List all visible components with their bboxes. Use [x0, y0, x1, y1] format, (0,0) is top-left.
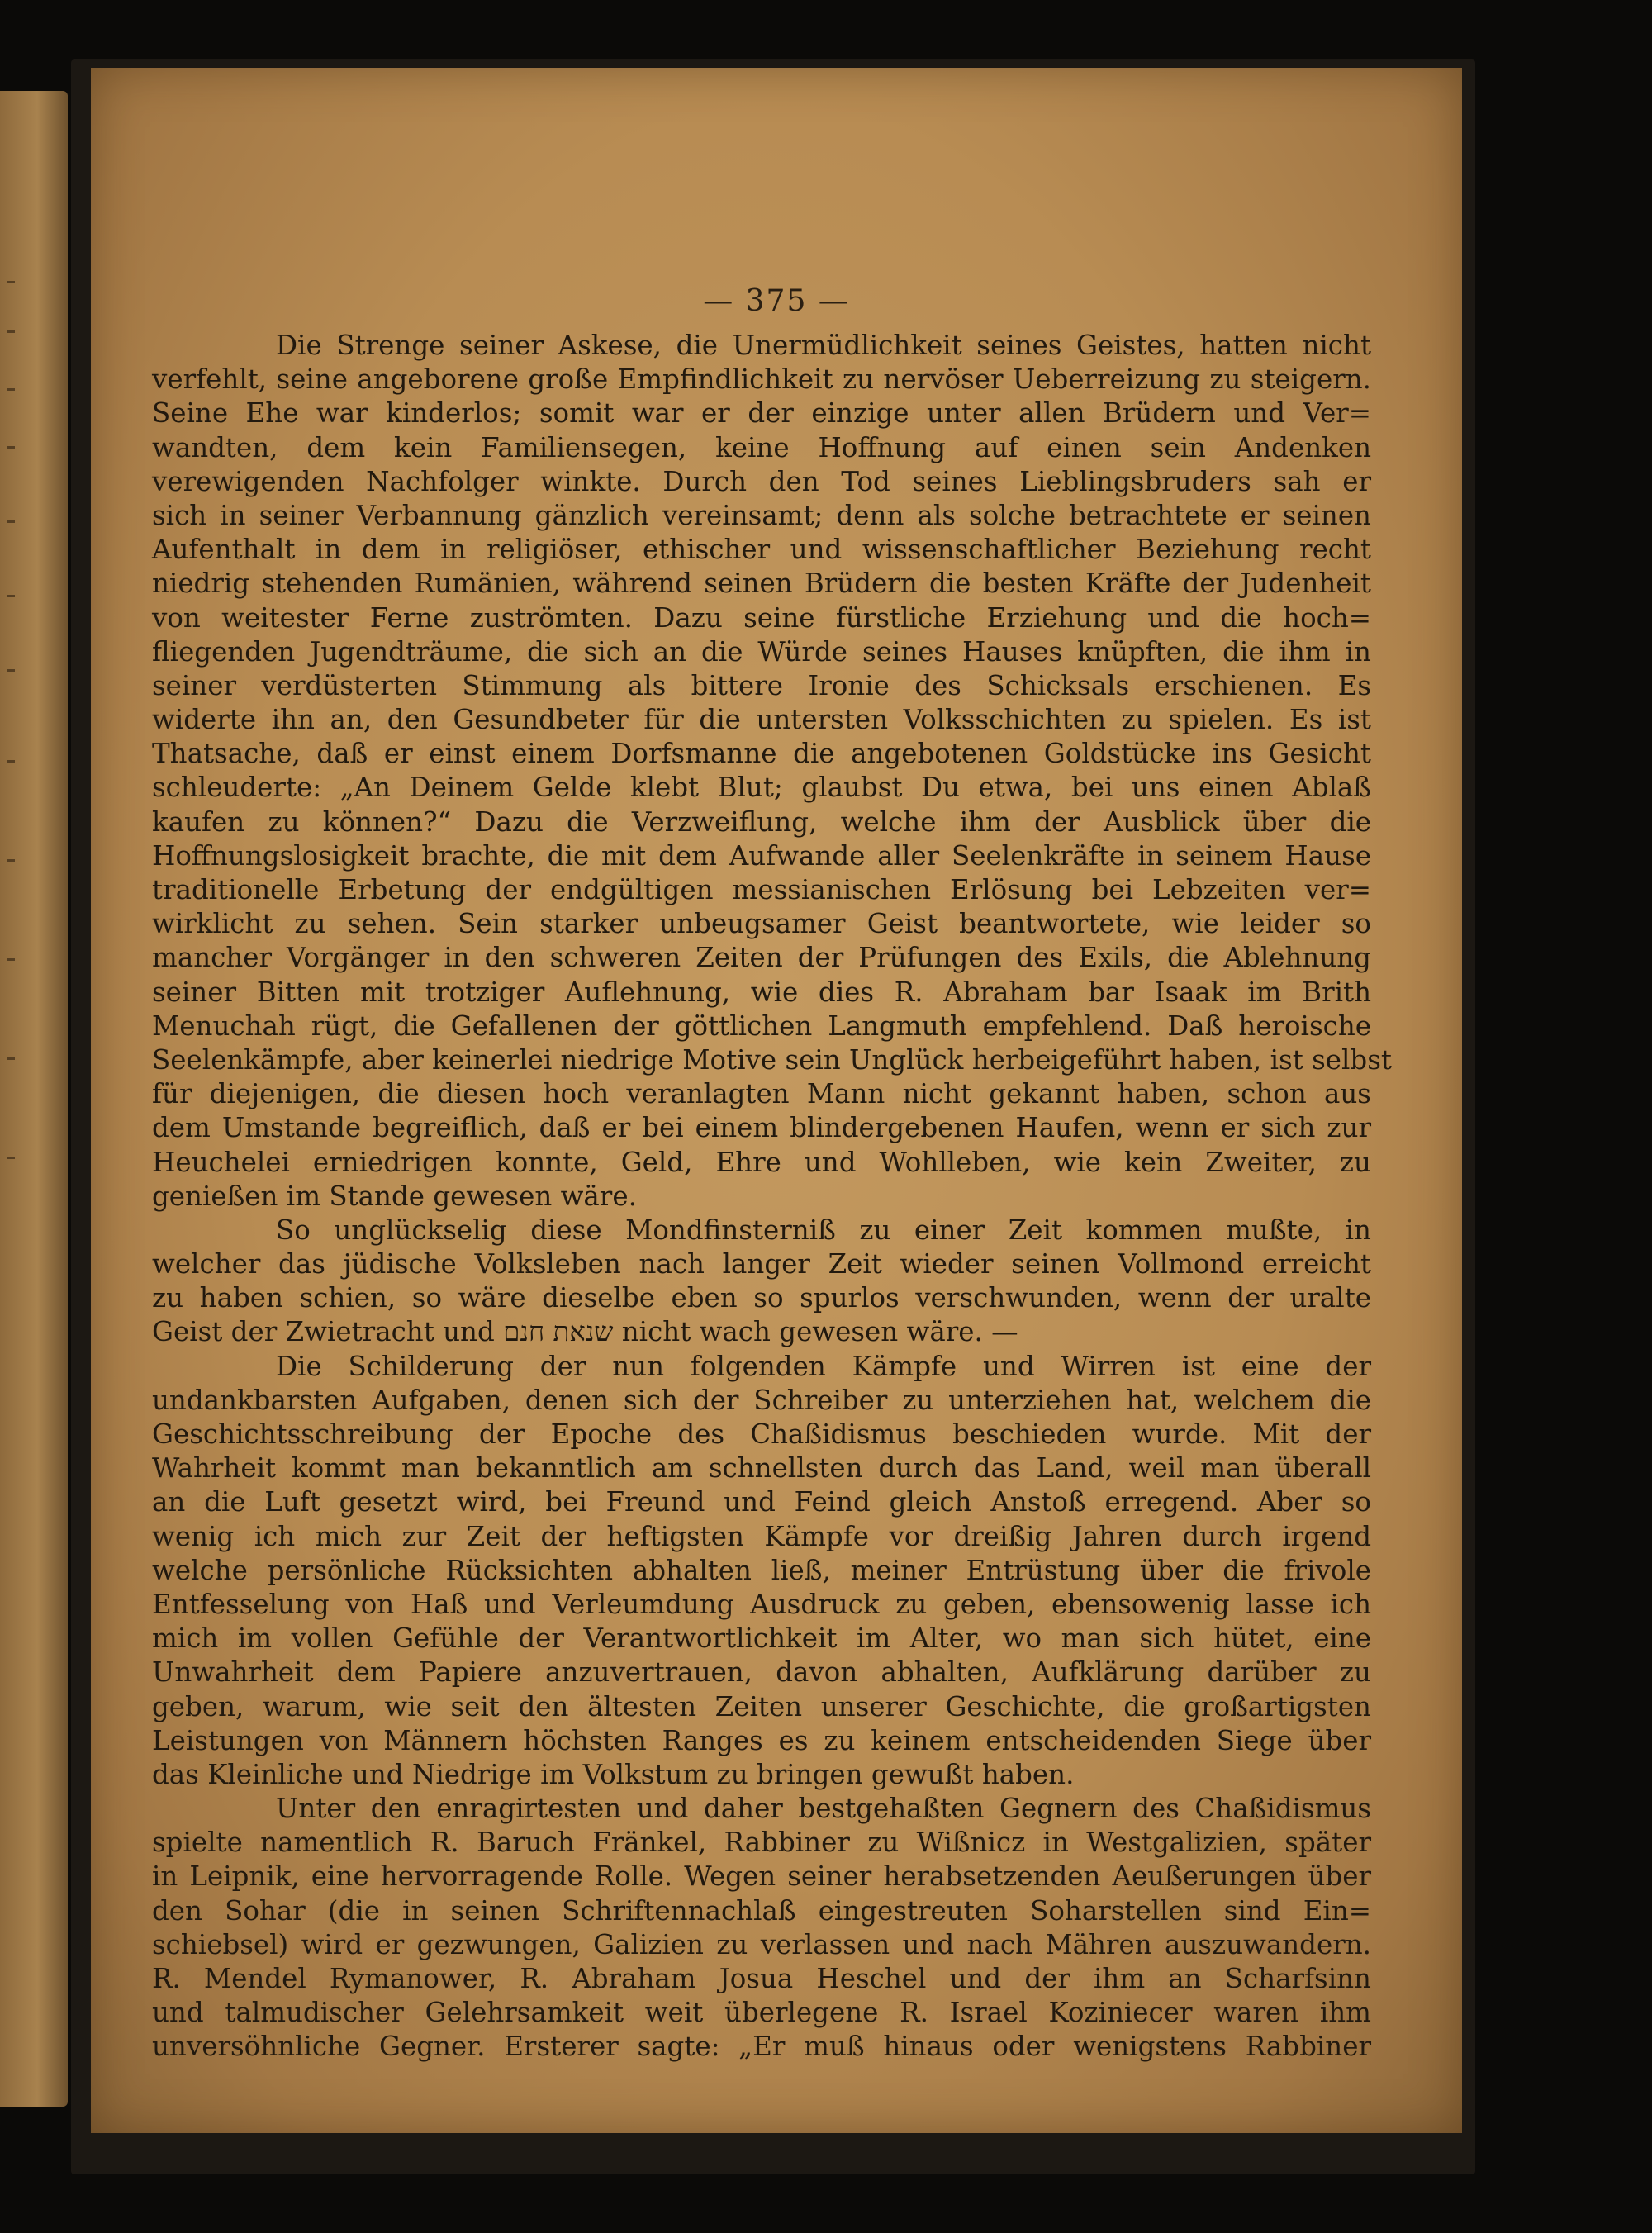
page-body-text	[152, 329, 1392, 2064]
text-line: schleuderte: „An Deinem Gelde klebt Blut; glaubst Du etwa, bei uns einen Ablaß	[152, 772, 1371, 804]
text-line: Heuchelei erniedrigen konnte, Geld, Ehre und Wohlleben, wie kein Zweiter, zu	[152, 1146, 1371, 1178]
text-line: das Kleinliche und Niedrige im Volkstum zu bringen gewußt haben.	[152, 1758, 1075, 1790]
text-line: Wahrheit kommt man bekanntlich am schnellsten durch das Land, weil man überall	[152, 1452, 1371, 1485]
text-line: Thatsache, daß er einst einem Dorfsmanne die angebotenen Goldstücke ins Gesicht	[152, 738, 1371, 770]
text-line: welche persönliche Rücksichten abhalten ließ, meiner Entrüstung über die frivole	[152, 1554, 1371, 1586]
text-line: Hoffnungslosigkeit brachte, die mit dem Aufwande aller Seelenkräfte in seinem Hause	[152, 839, 1371, 872]
text-line: mich im vollen Gefühle der Verantwortlichkeit im Alter, wo man sich hütet, eine	[152, 1622, 1371, 1655]
text-line: Geist der Zwietracht und שנאת חנם nicht wach gewesen wäre. —	[152, 1316, 1018, 1348]
text-line: zu haben schien, so wäre dieselbe eben so spurlos verschwunden, wenn der uralte	[152, 1282, 1371, 1314]
text-line: So unglückselig diese Mondfinsterniß zu einer Zeit kommen mußte, in	[276, 1214, 1371, 1246]
text-line: dem Umstande begreiflich, daß er bei einem blindergebenen Haufen, wenn er sich zur	[152, 1112, 1371, 1144]
page-number: — 375 —	[703, 284, 850, 318]
text-line: sich in seiner Verbannung gänzlich vereinsamt; denn als solche betrachtete er seinen	[152, 499, 1371, 531]
text-line: den Sohar (die in seinen Schriftennachlaß eingestreuten Soharstellen sind Ein=	[152, 1894, 1371, 1927]
text-line: Seelenkämpfe, aber keinerlei niedrige Motive sein Unglück herbeigeführt haben, ist selbst	[152, 1043, 1392, 1076]
text-line: schiebsel) wird er gezwungen, Galizien zu verlassen und nach Mähren auszuwandern.	[152, 1928, 1371, 1960]
text-line: wirklicht zu sehen. Sein starker unbeugsamer Geist beantwortete, wie leider so	[152, 908, 1371, 940]
text-line: undankbarsten Aufgaben, denen sich der Schreiber zu unterziehen hat, welchem die	[152, 1384, 1371, 1416]
text-line: an die Luft gesetzt wird, bei Freund und Feind gleich Anstoß erregend. Aber so	[152, 1486, 1371, 1518]
text-line: Die Schilderung der nun folgenden Kämpfe und Wirren ist eine der	[276, 1350, 1371, 1382]
text-line: kaufen zu können?“ Dazu die Verzweiflung, welche ihm der Ausblick über die	[152, 805, 1371, 838]
text-line: für diejenigen, die diesen hoch veranlagten Mann nicht gekannt haben, schon aus	[152, 1078, 1371, 1110]
text-line: Unter den enragirtesten und daher bestgehaßten Gegnern des Chaßidismus	[276, 1793, 1371, 1825]
text-line: niedrig stehenden Rumänien, während seinen Brüdern die besten Kräfte der Judenheit	[152, 568, 1371, 600]
text-line: seiner Bitten mit trotziger Auflehnung, wie dies R. Abraham bar Isaak im Brith	[152, 976, 1371, 1008]
text-line: spielte namentlich R. Baruch Fränkel, Rabbiner zu Wißnicz in Westgalizien, später	[152, 1827, 1371, 1859]
previous-page-edge	[0, 91, 68, 2107]
text-line: Entfesselung von Haß und Verleumdung Ausdruck zu geben, ebensowenig lasse ich	[152, 1588, 1371, 1620]
text-line: traditionelle Erbetung der endgültigen messianischen Erlösung bei Lebzeiten ver=	[152, 874, 1371, 905]
text-line: in Leipnik, eine hervorragende Rolle. Wegen seiner herabsetzenden Aeußerungen über	[152, 1860, 1371, 1893]
text-line: welcher das jüdische Volksleben nach langer Zeit wieder seinen Vollmond erreicht	[152, 1248, 1371, 1280]
text-line: Unwahrheit dem Papiere anzuvertrauen, davon abhalten, Aufklärung darüber zu	[152, 1656, 1371, 1689]
text-line: geben, warum, wie seit den ältesten Zeiten unserer Geschichte, die großartigsten	[152, 1690, 1371, 1722]
text-line: wandten, dem kein Familiensegen, keine Hoffnung auf einen sein Andenken	[152, 431, 1371, 463]
text-line: genießen im Stande gewesen wäre.	[152, 1180, 637, 1212]
text-line: mancher Vorgänger in den schweren Zeiten der Prüfungen des Exils, die Ablehnung	[152, 942, 1371, 974]
text-line: widerte ihn an, den Gesundbeter für die untersten Volksschichten zu spielen. Es ist	[152, 704, 1371, 736]
book-page	[91, 68, 1462, 2133]
text-line: verewigenden Nachfolger winkte. Durch den Tod seines Lieblingsbruders sah er	[152, 465, 1371, 497]
text-line: unversöhnliche Gegner. Ersterer sagte: „Er muß hinaus oder wenigstens Rabbiner	[152, 2031, 1371, 2063]
text-line: wenig ich mich zur Zeit der heftigsten Kämpfe vor dreißig Jahren durch irgend	[152, 1520, 1371, 1552]
text-line: Menuchah rügt, die Gefallenen der göttlichen Langmuth empfehlend. Daß heroische	[152, 1010, 1371, 1042]
text-line: Leistungen von Männern höchsten Ranges es zu keinem entscheidenden Siege über	[152, 1724, 1371, 1756]
text-line: fliegenden Jugendträume, die sich an die Würde seines Hauses knüpften, die ihm in	[152, 635, 1371, 668]
text-line: Aufenthalt in dem in religiöser, ethischer und wissenschaftlicher Beziehung recht	[152, 534, 1371, 566]
text-line: von weitester Ferne zuströmten. Dazu seine fürstliche Erziehung und die hoch=	[152, 601, 1371, 634]
text-line: seiner verdüsterten Stimmung als bittere Ironie des Schicksals erschienen. Es	[152, 669, 1371, 701]
text-line: verfehlt, seine angeborene große Empfindlichkeit zu nervöser Ueberreizung zu steigern.	[152, 363, 1371, 396]
text-line: und talmudischer Gelehrsamkeit weit überlegene R. Israel Koziniecer waren ihm	[152, 1997, 1371, 2029]
text-line: Die Strenge seiner Askese, die Unermüdlichkeit seines Geistes, hatten nicht	[276, 330, 1371, 361]
text-line: R. Mendel Rymanower, R. Abraham Josua Heschel und der ihm an Scharfsinn	[152, 1963, 1371, 1994]
text-line: Geschichtsschreibung der Epoche des Chaßidismus beschieden wurde. Mit der	[152, 1418, 1371, 1450]
text-line: Seine Ehe war kinderlos; somit war er der einzige unter allen Brüdern und Ver=	[152, 397, 1371, 430]
